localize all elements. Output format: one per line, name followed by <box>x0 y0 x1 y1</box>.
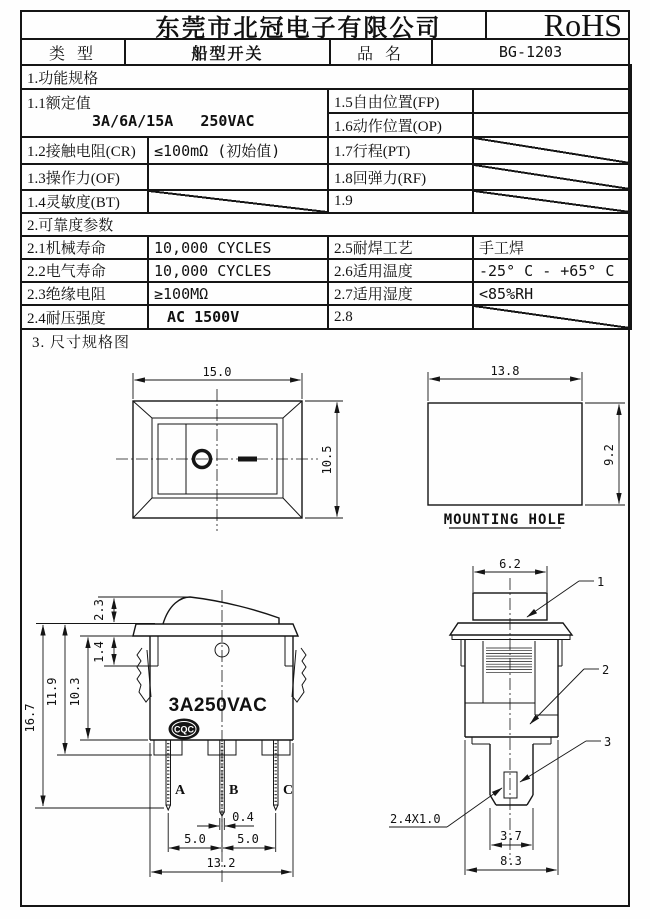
dim-rocker-width: 6.2 <box>499 557 521 571</box>
terminal-slot <box>504 772 517 798</box>
end-view-drawing <box>389 557 611 875</box>
type-model-row <box>20 40 630 64</box>
elec-life-label: 2.2电气寿命 <box>21 259 148 282</box>
travel-label: 1.7行程(PT) <box>328 137 473 164</box>
dim-terminal-slot: 2.4X1.0 <box>390 812 441 826</box>
temp-value: -25° C - +65° C <box>473 259 631 282</box>
operating-position-label: 1.6动作位置(OP) <box>328 113 473 137</box>
free-position-label: 1.5自由位置(FP) <box>328 89 473 113</box>
type-value: 船型开关 <box>124 40 329 64</box>
spec-table <box>20 64 632 330</box>
free-position-value <box>473 89 631 113</box>
mounting-hole-caption: MOUNTING HOLE <box>443 512 567 528</box>
section1-title: 1.功能规格 <box>21 65 631 89</box>
release-force-value-na <box>473 164 631 190</box>
terminal-pin-a <box>166 740 171 810</box>
terminal-b-label: B <box>229 783 239 798</box>
rocker-serration-hatch <box>486 648 532 672</box>
elec-life-value: 10,000 CYCLES <box>148 259 328 282</box>
mech-life-value: 10,000 CYCLES <box>148 236 328 259</box>
body-marking: 3A250VAC <box>168 695 268 716</box>
callout-3: 3 <box>604 735 612 749</box>
dim-terminal-width: 3.7 <box>500 829 522 843</box>
contact-resistance-label: 1.2接触电阻(CR) <box>21 137 148 164</box>
section2-title: 2.可靠度参数 <box>21 213 631 236</box>
terminal-a-label: A <box>175 783 186 798</box>
dim-hole-height: 9.2 <box>602 444 616 466</box>
rated-value-cell <box>21 89 328 137</box>
cqc-logo-text: CQC <box>174 724 194 735</box>
terminal-pin-c <box>274 740 279 810</box>
section3-title: 3. 尺寸规格图 <box>32 335 131 351</box>
withstand-value: AC 1500V <box>148 305 328 329</box>
insulation-label: 2.3绝缘电阻 <box>21 282 148 305</box>
dim-front-height: 10.5 <box>320 445 334 475</box>
release-force-label: 1.8回弹力(RF) <box>328 164 473 190</box>
dim-pitch-bc: 5.0 <box>237 832 259 846</box>
operating-force-value <box>148 164 328 190</box>
humidity-label: 2.7适用湿度 <box>328 282 473 305</box>
item28-label: 2.8 <box>328 305 473 329</box>
item19-label: 1.9 <box>328 190 473 213</box>
mounting-hole-drawing <box>428 364 625 528</box>
product-name-value: BG-1203 <box>431 40 628 64</box>
operating-position-value <box>473 113 631 137</box>
cqc-logo <box>169 719 200 740</box>
side-view-drawing <box>23 590 306 882</box>
title-row <box>20 6 630 43</box>
dim-pitch-ab: 5.0 <box>184 832 206 846</box>
dim-pin-thickness: 0.4 <box>232 810 254 824</box>
callout-2: 2 <box>602 663 610 677</box>
temp-label: 2.6适用温度 <box>328 259 473 282</box>
withstand-label: 2.4耐压强度 <box>21 305 148 329</box>
slot-dimension-leader <box>389 788 502 827</box>
dim-flange-tab: 1.4 <box>92 641 106 663</box>
callout-1: 1 <box>597 575 605 589</box>
callout-1-leader <box>527 575 604 617</box>
travel-value-na <box>473 137 631 164</box>
item28-value-na <box>473 305 631 329</box>
dim-front-width: 15.0 <box>202 365 232 379</box>
dim-flange-body: 10.3 <box>68 677 82 707</box>
sensitivity-label: 1.4灵敏度(BT) <box>21 190 148 213</box>
dim-flange-block: 11.9 <box>45 677 59 707</box>
dim-body-width: 13.2 <box>206 856 236 870</box>
dim-total-height: 16.7 <box>23 703 37 733</box>
dim-hole-width: 13.8 <box>490 364 520 378</box>
terminal-c-label: C <box>283 783 294 798</box>
front-view-drawing <box>116 365 343 531</box>
insulation-value: ≥100MΩ <box>148 282 328 305</box>
dim-rocker-height: 2.3 <box>92 599 106 621</box>
dimension-drawings <box>20 345 630 907</box>
item19-value-na <box>473 190 631 213</box>
contact-resistance-value: ≤100mΩ (初始值) <box>148 137 328 164</box>
type-label: 类 型 <box>48 45 97 63</box>
solder-value: 手工焊 <box>473 236 631 259</box>
sensitivity-value-na <box>148 190 328 213</box>
solder-label: 2.5耐焊工艺 <box>328 236 473 259</box>
rohs-mark: RoHS <box>485 12 628 38</box>
product-name-label: 品 名 <box>329 40 431 64</box>
dim-body-depth: 8.3 <box>500 854 522 868</box>
rated-label: 1.1额定值 <box>27 95 91 112</box>
operating-force-label: 1.3操作力(OF) <box>21 164 148 190</box>
humidity-value: <85%RH <box>473 282 631 305</box>
mech-life-label: 2.1机械寿命 <box>21 236 148 259</box>
company-name: 东莞市北冠电子有限公司 <box>155 15 442 42</box>
rated-value: 3A/6A/15A 250VAC <box>92 112 255 130</box>
